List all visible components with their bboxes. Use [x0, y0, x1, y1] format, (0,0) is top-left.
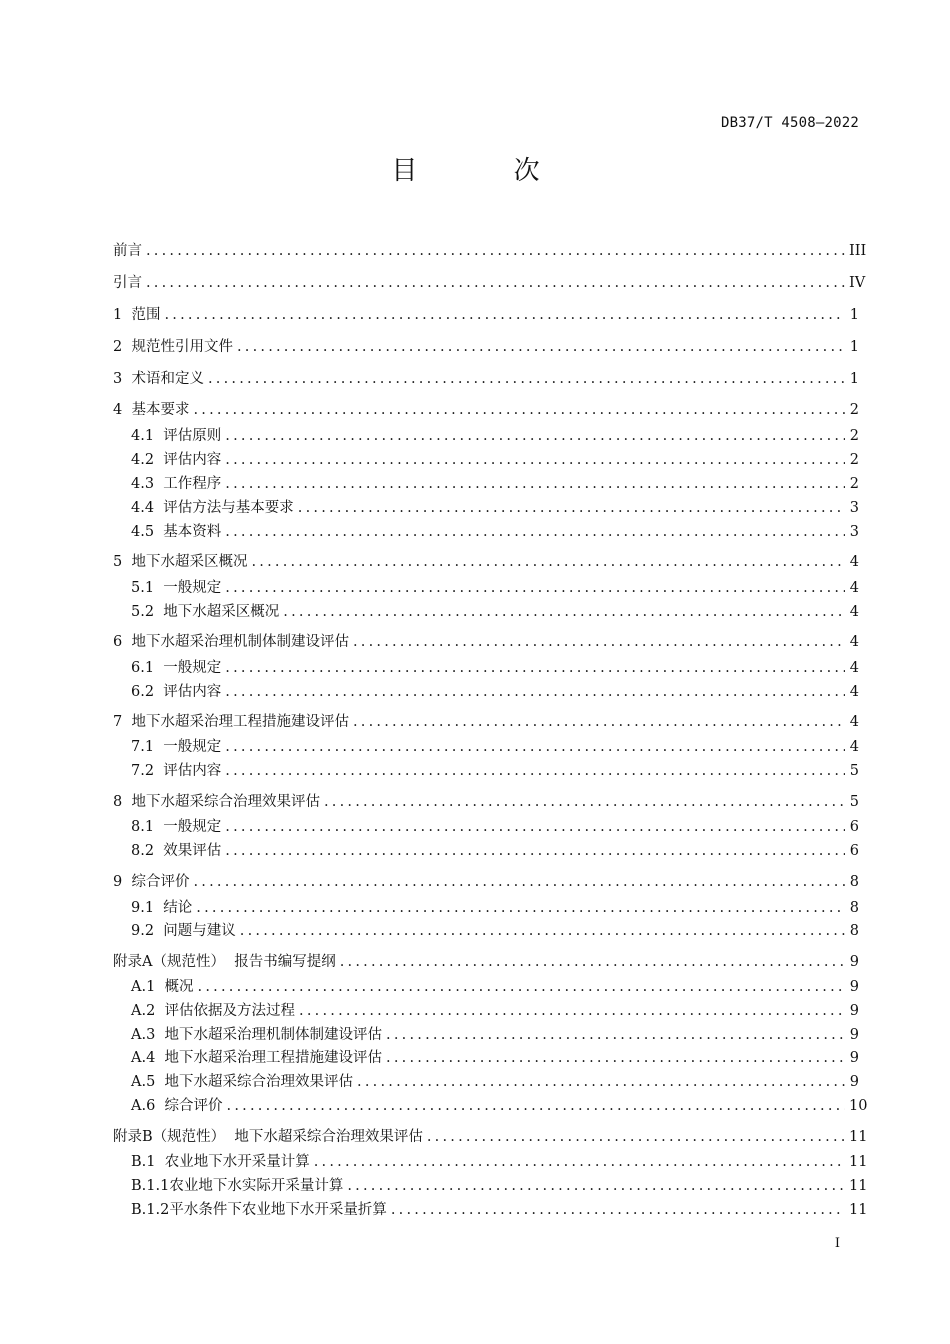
toc-entry-number: A.2: [131, 1003, 165, 1019]
toc-entry-label: 效果评估: [163, 843, 222, 859]
toc-leader-dots: [198, 976, 845, 998]
toc-entry[interactable]: [113, 336, 859, 358]
toc-entry[interactable]: [131, 497, 859, 519]
toc-entry-label: 一般规定: [163, 739, 222, 755]
toc-entry-page: 4: [849, 739, 859, 755]
toc-entry[interactable]: [113, 711, 859, 733]
toc-leader-dots: [196, 897, 845, 919]
toc-entry-page: 4: [849, 580, 859, 596]
toc-entry-label: 一般规定: [163, 660, 222, 676]
toc-entry-label: 农业地下水开采量计算: [164, 1154, 310, 1170]
toc-entry-number: B.1: [131, 1154, 165, 1170]
toc-entry[interactable]: [131, 976, 859, 998]
toc-entry-number: 1: [113, 307, 132, 323]
toc-leader-dots: [283, 601, 845, 623]
toc-entry-label: 结论: [163, 900, 193, 916]
toc-entry-number: 4.2: [131, 452, 164, 468]
toc-leader-dots: [391, 1199, 845, 1221]
toc-entry-label: 地下水超采区概况: [131, 554, 248, 570]
toc-entry-label: 农业地下水实际开采量计算: [169, 1178, 344, 1194]
toc-entry-label: 平水条件下农业地下水开采量折算: [169, 1202, 387, 1218]
toc-entry-label: 地下水超采治理工程措施建设评估: [164, 1050, 383, 1066]
toc-entry[interactable]: [131, 1175, 868, 1197]
toc-entry-page: 6: [849, 819, 859, 835]
toc-entry-page: 1: [849, 339, 859, 355]
toc-entry[interactable]: [131, 601, 859, 623]
toc-entry-number: B.1.1: [131, 1178, 170, 1194]
toc-leader-dots: [347, 1175, 845, 1197]
toc-entry-page: 11: [849, 1154, 868, 1170]
toc-entry-page: 9: [849, 1003, 859, 1019]
toc-entry-page: 4: [849, 634, 859, 650]
toc-leader-dots: [251, 551, 845, 573]
toc-entry-page: 1: [849, 307, 859, 323]
toc-leader-dots: [353, 631, 845, 653]
toc-entry-number: 4.1: [131, 428, 164, 444]
toc-entry-number: 4.4: [131, 500, 164, 516]
toc-leader-dots: [225, 473, 845, 495]
toc-entry-page: 3: [849, 524, 859, 540]
toc-entry-label: 基本资料: [163, 524, 222, 540]
toc-entry-page: 3: [849, 500, 859, 516]
toc-entry-number: 8.2: [131, 843, 164, 859]
toc-leader-dots: [225, 736, 845, 758]
toc-entry-number: A.1: [131, 979, 165, 995]
toc-entry[interactable]: [131, 760, 859, 782]
toc-entry[interactable]: [131, 1071, 859, 1093]
toc-entry[interactable]: [113, 368, 859, 390]
toc-leader-dots: [298, 497, 845, 519]
toc-entry-number: 6.1: [131, 660, 164, 676]
toc-entry-number: 8: [113, 794, 132, 810]
toc-entry-page: 6: [849, 843, 859, 859]
toc-entry-number: 6.2: [131, 684, 164, 700]
toc-entry[interactable]: [131, 577, 859, 599]
toc-entry-number: 附录B（规范性）: [113, 1129, 235, 1145]
toc-entry-page: 9: [849, 979, 859, 995]
doc-code: DB37/T 4508—2022: [720, 115, 859, 131]
toc-entry[interactable]: [131, 657, 859, 679]
toc-entry-page: 4: [849, 660, 859, 676]
toc-entry-page: 5: [849, 794, 859, 810]
toc-entry-page: IV: [849, 275, 866, 291]
toc-entry[interactable]: [113, 951, 859, 973]
toc-entry-label: 地下水超采综合治理效果评估: [164, 1074, 354, 1090]
toc-entry-label: 评估原则: [163, 428, 222, 444]
toc-leader-dots: [299, 1000, 845, 1022]
toc-entry-label: 报告书编写提纲: [234, 954, 336, 970]
toc-entry-label: 前言: [113, 243, 142, 259]
toc-entry[interactable]: [131, 1000, 859, 1022]
toc-entry-number: 5: [113, 554, 132, 570]
toc-entry[interactable]: [113, 551, 859, 573]
toc-leader-dots: [240, 920, 845, 942]
toc-entry-page: 2: [849, 452, 859, 468]
toc-entry[interactable]: [131, 1199, 868, 1221]
toc-entry-label: 范围: [131, 307, 161, 323]
toc-entry[interactable]: [131, 681, 859, 703]
toc-leader-dots: [225, 816, 845, 838]
toc-entry-number: 4.5: [131, 524, 164, 540]
toc-entry-number: 8.1: [131, 819, 164, 835]
toc-entry-label: 地下水超采综合治理效果评估: [234, 1129, 423, 1145]
toc-leader-dots: [427, 1126, 845, 1148]
page-title: 目 次: [391, 156, 584, 186]
toc-entry-number: 9: [113, 874, 132, 890]
toc-entry[interactable]: [131, 897, 859, 919]
toc-entry-label: 地下水超采综合治理效果评估: [131, 794, 320, 810]
toc-entry[interactable]: [113, 240, 867, 262]
toc-leader-dots: [208, 368, 845, 390]
toc-leader-dots: [146, 240, 845, 262]
toc-leader-dots: [227, 1095, 845, 1117]
toc-leader-dots: [324, 791, 845, 813]
toc-entry-page: 4: [849, 684, 859, 700]
toc-entry-page: 11: [849, 1178, 868, 1194]
toc-entry[interactable]: [131, 521, 859, 543]
toc-entry-page: 8: [849, 874, 859, 890]
toc-entry-label: 问题与建议: [163, 923, 236, 939]
toc-leader-dots: [193, 871, 845, 893]
toc-entry-page: 2: [849, 476, 859, 492]
toc-entry-page: III: [849, 243, 867, 259]
toc-entry[interactable]: [131, 449, 859, 471]
toc-entry-page: 11: [849, 1129, 868, 1145]
toc-entry-label: 评估方法与基本要求: [163, 500, 294, 516]
toc-entry[interactable]: [131, 1151, 868, 1173]
toc-entry-number: 9.1: [131, 900, 164, 916]
toc-entry[interactable]: [131, 1047, 859, 1069]
toc-entry-page: 4: [849, 554, 859, 570]
toc-entry-number: 7.2: [131, 763, 164, 779]
toc-entry[interactable]: [131, 816, 859, 838]
toc-entry[interactable]: [131, 473, 859, 495]
toc-entry-number: B.1.2: [131, 1202, 170, 1218]
toc-entry-page: 9: [849, 954, 859, 970]
toc-entry-number: 5.2: [131, 604, 164, 620]
toc-entry-number: A.3: [131, 1027, 165, 1043]
toc-entry[interactable]: [113, 1126, 868, 1148]
toc-entry-label: 地下水超采区概况: [163, 604, 280, 620]
toc-leader-dots: [386, 1047, 845, 1069]
toc-entry[interactable]: [131, 736, 859, 758]
toc-leader-dots: [314, 1151, 845, 1173]
toc-entry-number: 6: [113, 634, 132, 650]
toc-entry-label: 评估内容: [163, 684, 222, 700]
toc-entry-label: 工作程序: [163, 476, 222, 492]
toc-entry-page: 9: [849, 1050, 859, 1066]
toc-entry-page: 9: [849, 1027, 859, 1043]
toc-leader-dots: [357, 1071, 845, 1093]
toc-entry-number: 4.3: [131, 476, 164, 492]
toc-leader-dots: [353, 711, 845, 733]
toc-entry[interactable]: [113, 871, 859, 893]
toc-leader-dots: [225, 449, 845, 471]
toc-entry-label: 一般规定: [163, 580, 222, 596]
toc-entry-number: A.6: [131, 1098, 165, 1114]
toc-entry-label: 地下水超采治理机制体制建设评估: [164, 1027, 383, 1043]
toc-leader-dots: [225, 577, 845, 599]
toc-entry-page: 8: [849, 900, 859, 916]
toc-entry-label: 地下水超采治理机制体制建设评估: [131, 634, 349, 650]
toc-entry[interactable]: [113, 304, 859, 326]
toc-entry-label: 概况: [164, 979, 194, 995]
toc-leader-dots: [225, 840, 845, 862]
toc-entry-label: 地下水超采治理工程措施建设评估: [131, 714, 349, 730]
toc-entry[interactable]: [131, 920, 859, 942]
toc-entry-page: 10: [849, 1098, 868, 1114]
toc-leader-dots: [225, 521, 845, 543]
toc-entry-page: 8: [849, 923, 859, 939]
toc-entry-label: 基本要求: [131, 402, 190, 418]
toc-entry-page: 9: [849, 1074, 859, 1090]
toc-entry[interactable]: [131, 840, 859, 862]
toc-entry[interactable]: [113, 791, 859, 813]
toc-entry-label: 规范性引用文件: [131, 339, 233, 355]
toc-entry-label: 评估内容: [163, 763, 222, 779]
toc-entry-number: A.5: [131, 1074, 165, 1090]
toc-entry-number: 7: [113, 714, 132, 730]
toc-entry-number: 3: [113, 371, 132, 387]
toc-entry-label: 一般规定: [163, 819, 222, 835]
toc-entry-page: 2: [849, 402, 859, 418]
toc-entry-label: 综合评价: [131, 874, 190, 890]
toc-entry[interactable]: [113, 399, 859, 421]
toc-leader-dots: [340, 951, 845, 973]
toc-entry-page: 4: [849, 714, 859, 730]
toc-leader-dots: [237, 336, 845, 358]
toc-entry-number: 7.1: [131, 739, 164, 755]
toc-entry-number: 9.2: [131, 923, 164, 939]
toc-entry-number: 5.1: [131, 580, 164, 596]
toc-entry-label: 引言: [113, 275, 142, 291]
toc-entry[interactable]: [113, 631, 859, 653]
toc-leader-dots: [225, 425, 845, 447]
toc-leader-dots: [225, 760, 845, 782]
toc-entry-label: 评估内容: [163, 452, 222, 468]
toc-leader-dots: [193, 399, 845, 421]
toc-leader-dots: [164, 304, 845, 326]
toc-entry-number: 4: [113, 402, 132, 418]
page-number: I: [834, 1236, 840, 1251]
toc-entry[interactable]: [131, 425, 859, 447]
toc-entry-number: 附录A（规范性）: [113, 954, 235, 970]
toc-entry-label: 术语和定义: [131, 371, 204, 387]
toc-entry-page: 2: [849, 428, 859, 444]
toc-entry[interactable]: [113, 272, 866, 294]
toc-entry-number: 2: [113, 339, 132, 355]
toc-entry-page: 1: [849, 371, 859, 387]
toc-entry[interactable]: [131, 1095, 868, 1117]
toc-leader-dots: [225, 657, 845, 679]
toc-leader-dots: [386, 1024, 845, 1046]
toc-entry-number: A.4: [131, 1050, 165, 1066]
toc-entry-label: 评估依据及方法过程: [164, 1003, 296, 1019]
toc-entry-page: 5: [849, 763, 859, 779]
toc-entry-page: 4: [849, 604, 859, 620]
toc-entry-page: 11: [849, 1202, 868, 1218]
toc-leader-dots: [225, 681, 845, 703]
toc-leader-dots: [146, 272, 845, 294]
toc-entry[interactable]: [131, 1024, 859, 1046]
toc-entry-label: 综合评价: [164, 1098, 223, 1114]
